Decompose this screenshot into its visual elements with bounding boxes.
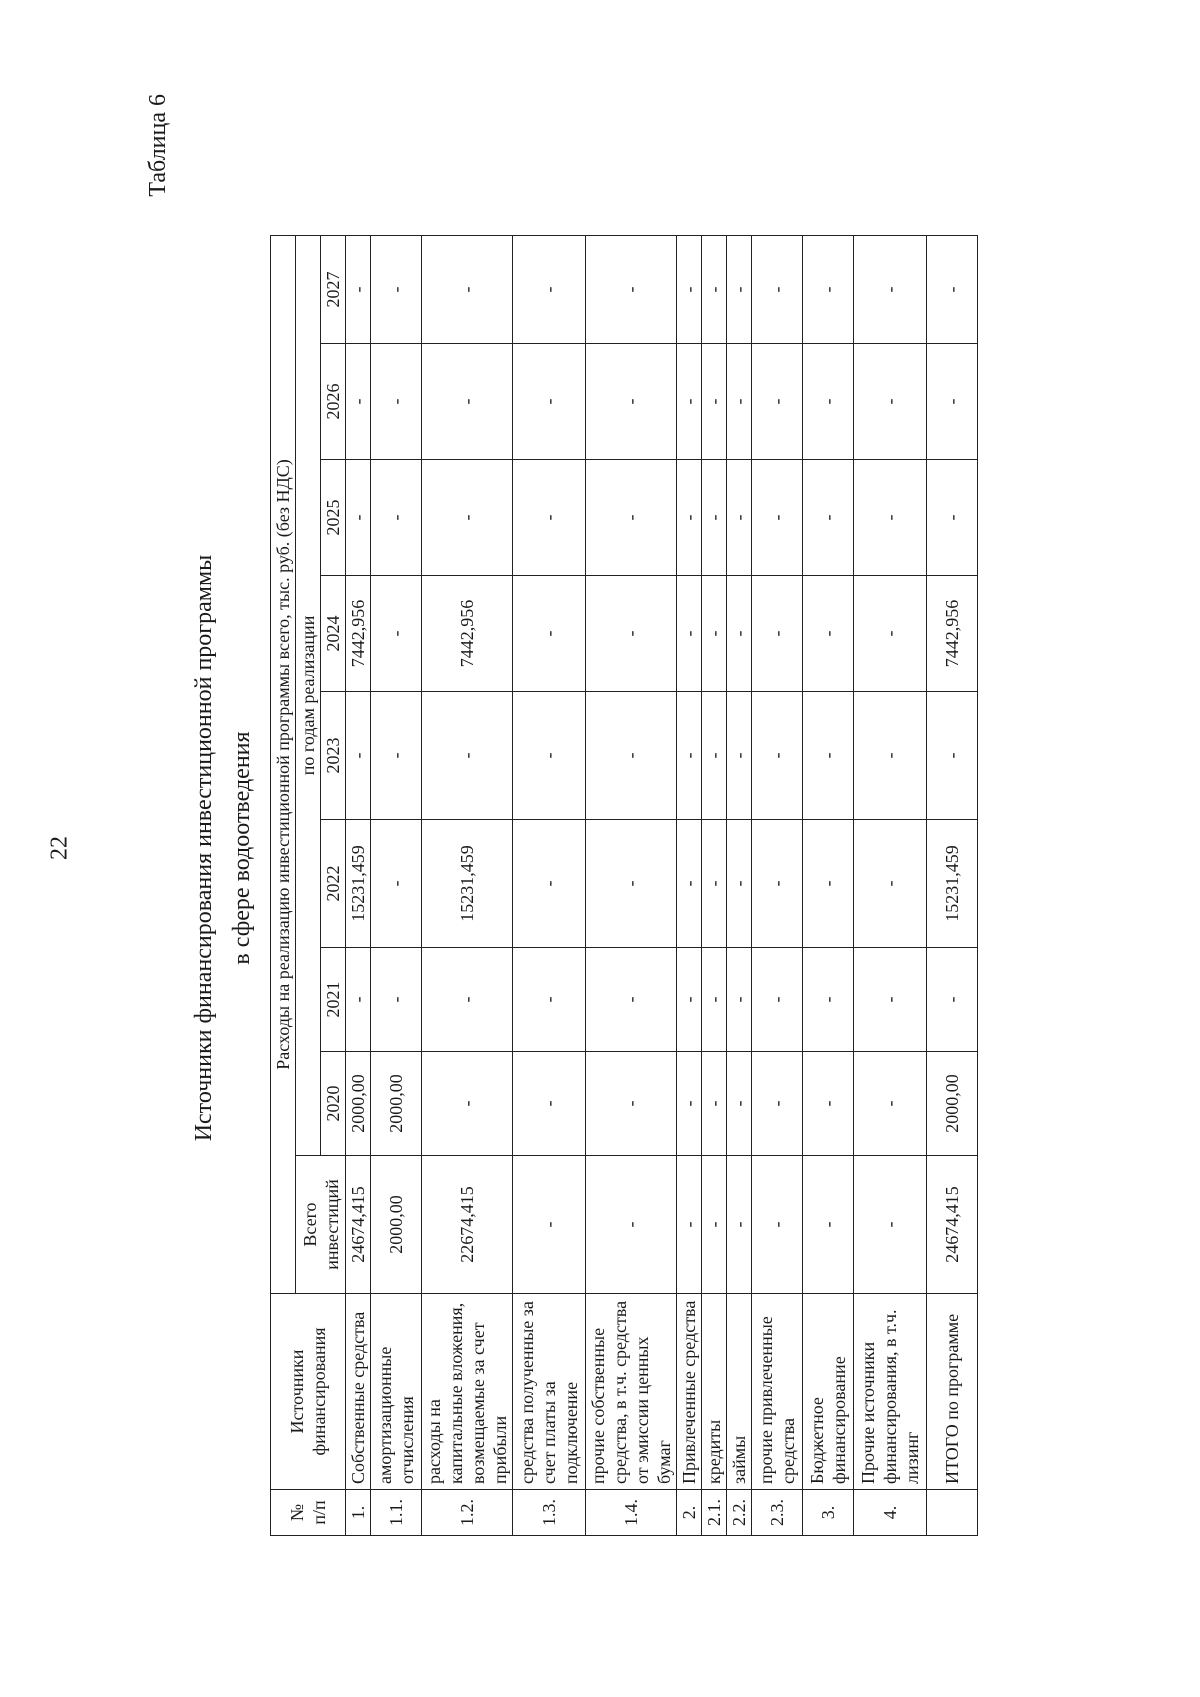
row-value: - — [854, 344, 927, 460]
row-value: - — [752, 235, 803, 343]
row-value: - — [803, 820, 854, 948]
row-value: - — [513, 820, 586, 948]
row-value: - — [422, 692, 513, 820]
row-value: 7442,956 — [346, 576, 371, 692]
row-value: - — [586, 576, 677, 692]
row-value: - — [346, 235, 371, 343]
row-value: - — [803, 1052, 854, 1156]
table-row — [677, 235, 702, 1535]
header-year-2020: 2020 — [321, 1052, 346, 1156]
row-source: Бюджетное финансирование — [803, 1294, 854, 1490]
table-row — [586, 235, 677, 1535]
row-number: 2.2. — [727, 1490, 752, 1536]
header-num: № п/п — [271, 1490, 346, 1536]
row-value: - — [803, 692, 854, 820]
row-value: - — [346, 344, 371, 460]
row-value: - — [677, 820, 702, 948]
row-value: - — [702, 576, 727, 692]
row-total: 2000,00 — [371, 1156, 422, 1294]
row-value: - — [752, 576, 803, 692]
row-value: - — [702, 948, 727, 1052]
row-source: амортизационные отчисления — [371, 1294, 422, 1490]
row-value: - — [727, 1052, 752, 1156]
row-number: 2.1. — [702, 1490, 727, 1536]
row-value: - — [586, 820, 677, 948]
row-value: - — [727, 344, 752, 460]
row-value: - — [854, 460, 927, 576]
row-value: - — [803, 460, 854, 576]
row-value: - — [752, 344, 803, 460]
row-value: - — [586, 344, 677, 460]
row-value: - — [677, 460, 702, 576]
row-value: - — [371, 820, 422, 948]
row-value: - — [927, 344, 978, 460]
row-value: - — [803, 576, 854, 692]
header-year-2021: 2021 — [321, 948, 346, 1052]
row-value: - — [752, 1052, 803, 1156]
row-source: займы — [727, 1294, 752, 1490]
row-number: 1. — [346, 1490, 371, 1536]
row-value: - — [513, 576, 586, 692]
row-value: 2000,00 — [927, 1052, 978, 1156]
title-line-1: Источники финансирования инвестиционной программы — [191, 554, 217, 1142]
row-value: - — [927, 235, 978, 343]
row-source: прочие привлеченные средства — [752, 1294, 803, 1490]
row-total: - — [677, 1156, 702, 1294]
row-value: - — [422, 1052, 513, 1156]
row-value: - — [677, 576, 702, 692]
row-value: - — [702, 344, 727, 460]
row-value: - — [854, 692, 927, 820]
table-row — [927, 235, 978, 1535]
row-value: 15231,459 — [346, 820, 371, 948]
row-value: - — [727, 576, 752, 692]
row-value: - — [927, 692, 978, 820]
row-value: 15231,459 — [927, 820, 978, 948]
row-total: - — [586, 1156, 677, 1294]
row-value: - — [677, 344, 702, 460]
financing-table — [270, 235, 978, 1536]
header-year-2026: 2026 — [321, 344, 346, 460]
row-value: - — [854, 948, 927, 1052]
table-row — [513, 235, 586, 1535]
header-source: Источники финансирования — [271, 1294, 346, 1490]
row-value: 7442,956 — [927, 576, 978, 692]
row-value: - — [422, 460, 513, 576]
row-source: кредиты — [702, 1294, 727, 1490]
row-value: 2000,00 — [371, 1052, 422, 1156]
row-value: - — [586, 235, 677, 343]
row-value: - — [752, 460, 803, 576]
header-year-2027: 2027 — [321, 235, 346, 343]
title-line-2: в сфере водоотведения — [229, 731, 255, 965]
row-value: - — [702, 1052, 727, 1156]
row-number: 2.3. — [752, 1490, 803, 1536]
table-row — [346, 235, 371, 1535]
header-total: Всего инвестиций — [296, 1156, 346, 1294]
row-total: 22674,415 — [422, 1156, 513, 1294]
row-value: - — [371, 692, 422, 820]
row-value: - — [422, 235, 513, 343]
row-value: - — [803, 948, 854, 1052]
row-value: - — [586, 1052, 677, 1156]
row-total: 24674,415 — [927, 1156, 978, 1294]
row-value: 2000,00 — [346, 1052, 371, 1156]
row-value: - — [346, 948, 371, 1052]
row-value: 7442,956 — [422, 576, 513, 692]
row-value: - — [371, 948, 422, 1052]
row-value: - — [803, 344, 854, 460]
row-value: - — [702, 235, 727, 343]
table-row — [371, 235, 422, 1535]
row-value: - — [513, 460, 586, 576]
header-year-2024: 2024 — [321, 576, 346, 692]
row-value: - — [422, 344, 513, 460]
row-number: 1.1. — [371, 1490, 422, 1536]
header-by-years: по годам реализации — [296, 235, 321, 1155]
row-number: 1.4. — [586, 1490, 677, 1536]
row-number — [927, 1490, 978, 1536]
row-value: - — [586, 692, 677, 820]
header-year-2022: 2022 — [321, 820, 346, 948]
table-row — [727, 235, 752, 1535]
row-number: 1.3. — [513, 1490, 586, 1536]
rotated-document — [145, 78, 1085, 1618]
row-value: - — [727, 460, 752, 576]
row-value: - — [371, 344, 422, 460]
row-value: - — [513, 948, 586, 1052]
row-total: - — [702, 1156, 727, 1294]
row-source: ИТОГО по программе — [927, 1294, 978, 1490]
row-value: - — [346, 460, 371, 576]
table-row — [803, 235, 854, 1535]
row-value: - — [513, 692, 586, 820]
row-value: - — [854, 235, 927, 343]
row-value: - — [927, 460, 978, 576]
table-label: Таблица 6 — [145, 94, 171, 197]
row-value: - — [677, 692, 702, 820]
row-value: - — [752, 692, 803, 820]
row-value: - — [346, 692, 371, 820]
row-value: - — [927, 948, 978, 1052]
table-body — [346, 235, 978, 1535]
row-value: - — [702, 460, 727, 576]
row-value: - — [513, 235, 586, 343]
row-value: - — [371, 235, 422, 343]
table-row — [854, 235, 927, 1535]
row-value: - — [854, 576, 927, 692]
table-row — [752, 235, 803, 1535]
row-value: - — [727, 692, 752, 820]
row-value: - — [422, 948, 513, 1052]
row-total: - — [752, 1156, 803, 1294]
row-source: Привлеченные средства — [677, 1294, 702, 1490]
row-total: 24674,415 — [346, 1156, 371, 1294]
row-value: - — [727, 235, 752, 343]
row-source: средства полученные за счет платы за подключение — [513, 1294, 586, 1490]
header-year-2025: 2025 — [321, 460, 346, 576]
row-source: прочие собственные средства, в т.ч. средства от эмиссии ценных бумаг — [586, 1294, 677, 1490]
table-row — [702, 235, 727, 1535]
row-value: - — [803, 235, 854, 343]
document-title — [185, 78, 261, 1618]
row-number: 1.2. — [422, 1490, 513, 1536]
row-value: - — [752, 820, 803, 948]
table-row — [422, 235, 513, 1535]
row-source: Собственные средства — [346, 1294, 371, 1490]
row-value: - — [586, 460, 677, 576]
row-value: 15231,459 — [422, 820, 513, 948]
row-value: - — [677, 235, 702, 343]
row-total: - — [727, 1156, 752, 1294]
page-number: 22 — [46, 836, 73, 860]
row-value: - — [513, 1052, 586, 1156]
row-value: - — [752, 948, 803, 1052]
row-value: - — [677, 1052, 702, 1156]
row-total: - — [513, 1156, 586, 1294]
row-value: - — [371, 460, 422, 576]
row-value: - — [677, 948, 702, 1052]
row-total: - — [803, 1156, 854, 1294]
row-number: 4. — [854, 1490, 927, 1536]
header-expenses: Расходы на реализацию инвестиционной программы всего, тыс. руб. (без НДС) — [271, 235, 296, 1293]
row-value: - — [702, 692, 727, 820]
row-value: - — [854, 1052, 927, 1156]
row-value: - — [586, 948, 677, 1052]
row-source: Прочие источники финансирования, в т.ч. лизинг — [854, 1294, 927, 1490]
header-year-2023: 2023 — [321, 692, 346, 820]
row-source: расходы на капитальные вложения, возмещаемые за счет прибыли — [422, 1294, 513, 1490]
row-value: - — [371, 576, 422, 692]
row-value: - — [854, 820, 927, 948]
row-value: - — [727, 820, 752, 948]
row-value: - — [727, 948, 752, 1052]
row-value: - — [513, 344, 586, 460]
row-value: - — [702, 820, 727, 948]
row-number: 2. — [677, 1490, 702, 1536]
row-number: 3. — [803, 1490, 854, 1536]
row-total: - — [854, 1156, 927, 1294]
